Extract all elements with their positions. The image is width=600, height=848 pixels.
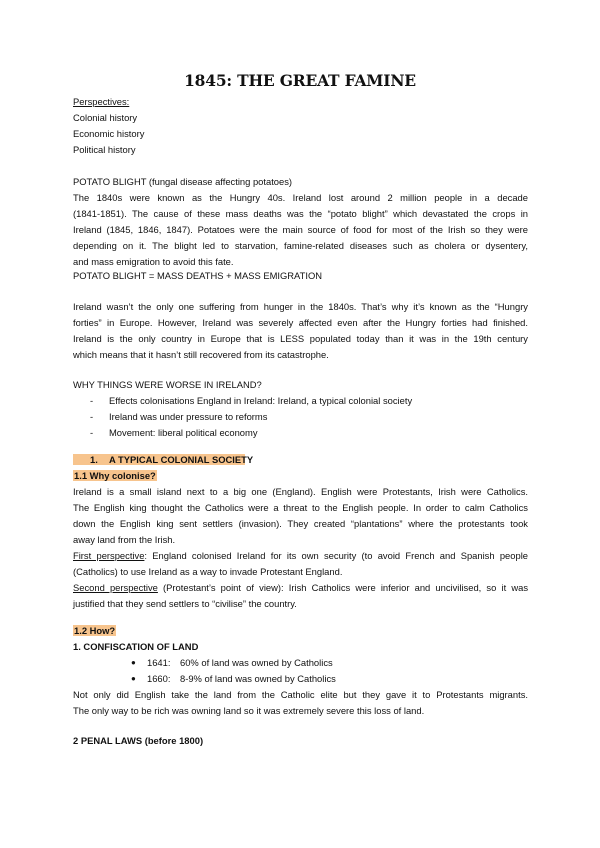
first-perspective-line: (Catholics) to use Ireland as a way to invade Protestant England.	[73, 566, 343, 577]
blight-line: (1841-1851). The cause of these mass deaths was the “potato blight” which devastated the crops in	[73, 208, 528, 219]
perspective-item: Political history	[73, 144, 136, 155]
worse-item: Movement: liberal political economy	[109, 427, 258, 438]
perspectives-heading: Perspectives:	[73, 96, 130, 107]
dash-marker: -	[90, 411, 94, 422]
bullet-icon: ●	[131, 658, 136, 667]
blight-line: and mass emigration to avoid this fate.	[73, 256, 234, 267]
worse-item: Ireland was under pressure to reforms	[109, 411, 268, 422]
section-heading: A TYPICAL COLONIAL SOCIETY	[109, 454, 254, 465]
dash-marker: -	[90, 395, 94, 406]
second-perspective-line	[73, 580, 528, 596]
page-title: 1845: THE GREAT FAMINE	[184, 71, 416, 90]
blight-line: Ireland (1845, 1846, 1847). Potatoes were the main source of food for most of the Irish so they were	[73, 224, 528, 235]
hunger-line: forties” in Europe. However, Ireland was severely affected even after the Hungry forties had finished.	[73, 317, 528, 328]
perspective-item: Colonial history	[73, 112, 138, 123]
second-perspective-label: Second perspective	[73, 582, 158, 593]
worse-item: Effects colonisations England in Ireland: Ireland, a typical colonial society	[109, 395, 413, 406]
dash-marker: -	[90, 427, 94, 438]
worse-heading: WHY THINGS WERE WORSE IN IRELAND?	[73, 379, 262, 390]
blight-heading: POTATO BLIGHT (fungal disease affecting potatoes)	[73, 176, 293, 187]
subsection-heading-text: 1.2 How?	[74, 625, 116, 636]
second-perspective-text: (Protestant’s point of view): Irish Catholics were inferior and uncivilised, so it was	[157, 582, 529, 593]
hunger-line: Ireland wasn’t the only one suffering from hunger in the 1840s. That’s why it’s known as the “Hungry	[73, 301, 528, 312]
blight-line: The 1840s were known as the Hungry 40s. Ireland lost around 2 million people in a decade	[73, 192, 528, 203]
bullet-year: 1660:	[147, 673, 171, 684]
land-line: The only way to be rich was owning land so it was extremely severe this loss of land.	[73, 705, 425, 716]
colonise-line: Ireland is a small island next to a big one (England). English were Protestants, Irish were Catholics.	[73, 486, 528, 497]
bullet-text: 8-9% of land was owned by Catholics	[180, 673, 336, 684]
second-perspective-line: justified that they send settlers to “civilise” the country.	[73, 598, 297, 609]
subsection-heading-text: 1.1 Why colonise?	[74, 470, 156, 481]
subsection-heading	[73, 470, 157, 482]
bullet-icon: ●	[131, 674, 136, 683]
hunger-line: which means that it hasn’t still recovered from its catastrophe.	[73, 349, 329, 360]
land-line: Not only did English take the land from the Catholic elite but they gave it to Protestants migrants.	[73, 689, 528, 700]
penal-laws-heading: 2 PENAL LAWS (before 1800)	[73, 735, 204, 746]
hunger-line: Ireland is the only country in Europe that is LESS populated today than it was in the 19th century	[73, 333, 528, 344]
first-perspective-text: : England colonised Ireland for its own security (to avoid French and Spanish people	[144, 550, 528, 561]
first-perspective-label: First perspective	[73, 550, 145, 561]
colonise-line: down the English king sent settlers (invasion). They created “plantations” where the protestants took	[73, 518, 528, 529]
colonise-line: away land from the Irish.	[73, 534, 176, 545]
blight-line: depending on it. The blight led to starvation, famine-related diseases such as cholera or dysentery,	[73, 240, 528, 251]
bullet-text: 60% of land was owned by Catholics	[180, 657, 333, 668]
blight-equation: POTATO BLIGHT = MASS DEATHS + MASS EMIGRATION	[73, 270, 323, 281]
perspective-item: Economic history	[73, 128, 145, 139]
confiscation-heading: 1. CONFISCATION OF LAND	[73, 641, 199, 652]
section-number: 1.	[90, 454, 98, 465]
colonise-line: The English king thought the Catholics were a threat to the English people. In order to calm Catholics	[73, 502, 528, 513]
bullet-year: 1641:	[147, 657, 171, 668]
first-perspective-line	[73, 548, 528, 564]
subsection-heading	[73, 625, 116, 637]
